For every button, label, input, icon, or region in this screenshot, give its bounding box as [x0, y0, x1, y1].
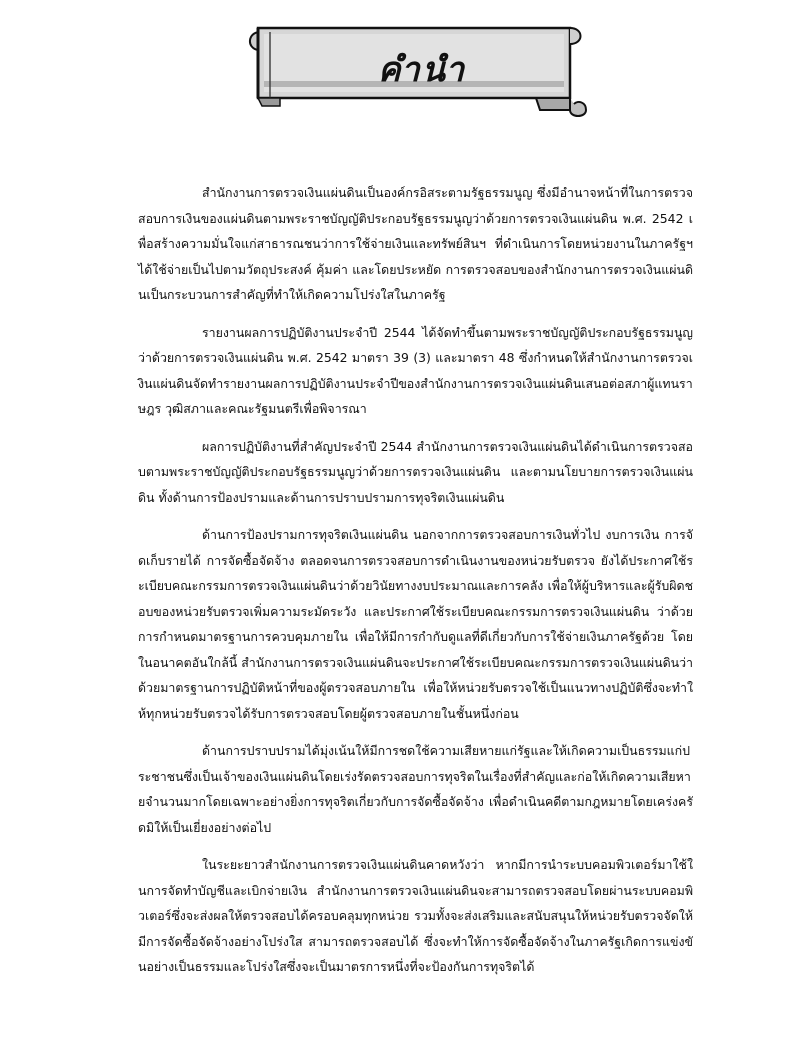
foreword-body	[138, 180, 693, 992]
paragraph-2: รายงานผลการปฏิบัติงานประจำปี 2544 ได้จัดทำขึ้นตามพระราชบัญญัติประกอบรัฐธรรมนูญว่าด้วยการตรวจเงินแผ่นดิน พ.ศ. 2542 มาตรา 39 (3) และมาตรา 48 ซึ่งกำหนดให้สำนักงานการตรวจเงินแผ่นดินจัดทำรายงานผลการปฏิบัติงานประจำปีของสำนักงานการตรวจเงินแผ่นดินเสนอต่อสภาผู้แทนราษฎร วุฒิสภาและคณะรัฐมนตรีเพื่อพิจารณา	[138, 324, 693, 416]
paragraph-4: ด้านการป้องปรามการทุจริตเงินแผ่นดิน นอกจากการตรวจสอบการเงินทั่วไป งบการเงิน การจัดเก็บรายได้ การจัดซื้อจัดจ้าง ตลอดจนการตรวจสอบการดำเนินงานของหน่วยรับตรวจ ยังได้ประกาศใช้ระเบียบคณะกรรมการตรวจเงินแผ่นดินว่าด้วยวินัยทางงบประมาณและการคลัง เพื่อให้ผู้บริหารและผู้รับผิดชอบของหน่วยรับตรวจเพิ่มความระมัดระวัง และประกาศใช้ระเบียบคณะกรรมการตรวจเงินแผ่นดิน ว่าด้วยการกำหนดมาตรฐานการควบคุมภายใน เพื่อให้มีการกำกับดูแลที่ดีเกี่ยวกับการใช้จ่ายเงินภาครัฐด้วย โดยในอนาคตอันใกล้นี้ สำนักงานการตรวจเงินแผ่นดินจะประกาศใช้ระเบียบคณะกรรมการตรวจเงินแผ่นดินว่าด้วยมาตรฐานการปฏิบัติหน้าที่ของผู้ตรวจสอบภายใน เพื่อให้หน่วยรับตรวจใช้เป็นแนวทางปฏิบัติซึ่งจะทำให้ทุกหน่วยรับตรวจได้รับการตรวจสอบโดยผู้ตรวจสอบภายในชั้นหนึ่งก่อน	[138, 527, 693, 721]
page-title: คำนำ	[377, 50, 467, 90]
paragraph-5: ด้านการปราบปรามได้มุ่งเน้นให้มีการชดใช้ความเสียหายแก่รัฐและให้เกิดความเป็นธรรมแก่ประชาชนซึ่งเป็นเจ้าของเงินแผ่นดินโดยเร่งรัดตรวจสอบการทุจริตในเรื่องที่สำคัญและก่อให้เกิดความเสียหายจำนวนมากโดยเฉพาะอย่างยิ่งการทุจริตเกี่ยวกับการจัดซื้อจัดจ้าง เพื่อดำเนินคดีตามกฎหมายโดยเคร่งครัดมิให้เป็นเยี่ยงอย่างต่อไป	[138, 743, 693, 835]
paragraph-6: ในระยะยาวสำนักงานการตรวจเงินแผ่นดินคาดหวังว่า หากมีการนำระบบคอมพิวเตอร์มาใช้ในการจัดทำบัญชีและเบิกจ่ายเงิน สำนักงานการตรวจเงินแผ่นดินจะสามารถตรวจสอบโดยผ่านระบบคอมพิวเตอร์ซึ่งจะส่งผลให้ตรวจสอบได้ครอบคลุมทุกหน่วย รวมทั้งจะส่งเสริมและสนับสนุนให้หน่วยรับตรวจจัดให้มีการจัดซื้อจัดจ้างอย่างโปร่งใส สามารถตรวจสอบได้ ซึ่งจะทำให้การจัดซื้อจัดจ้างในภาครัฐเกิดการแข่งขันอย่างเป็นธรรมและโปร่งใสซึ่งจะเป็นมาตรการหนึ่งที่จะป้องกันการทุจริตได้	[138, 857, 693, 974]
title-scroll-banner	[240, 14, 600, 124]
paragraph-1: สำนักงานการตรวจเงินแผ่นดินเป็นองค์กรอิสระตามรัฐธรรมนูญ ซึ่งมีอำนาจหน้าที่ในการตรวจสอบการเงินของแผ่นดินตามพระราชบัญญัติประกอบรัฐธรรมนูญว่าด้วยการตรวจเงินแผ่นดิน พ.ศ. 2542 เพื่อสร้างความมั่นใจแก่สาธารณชนว่าการใช้จ่ายเงินและทรัพย์สินฯ ที่ดำเนินการโดยหน่วยงานในภาครัฐฯ ได้ใช้จ่ายเป็นไปตามวัตถุประสงค์ คุ้มค่า และโดยประหยัด การตรวจสอบของสำนักงานการตรวจเงินแผ่นดินเป็นกระบวนการสำคัญที่ทำให้เกิดความโปร่งใสในภาครัฐ	[138, 185, 693, 302]
paragraph-3: ผลการปฏิบัติงานที่สำคัญประจำปี 2544 สำนักงานการตรวจเงินแผ่นดินได้ดำเนินการตรวจสอบตามพระราชบัญญัติประกอบรัฐธรรมนูญว่าด้วยการตรวจเงินแผ่นดิน และตามนโยบายการตรวจเงินแผ่นดิน ทั้งด้านการป้องปรามและด้านการปราบปรามการทุจริตเงินแผ่นดิน	[138, 438, 693, 505]
